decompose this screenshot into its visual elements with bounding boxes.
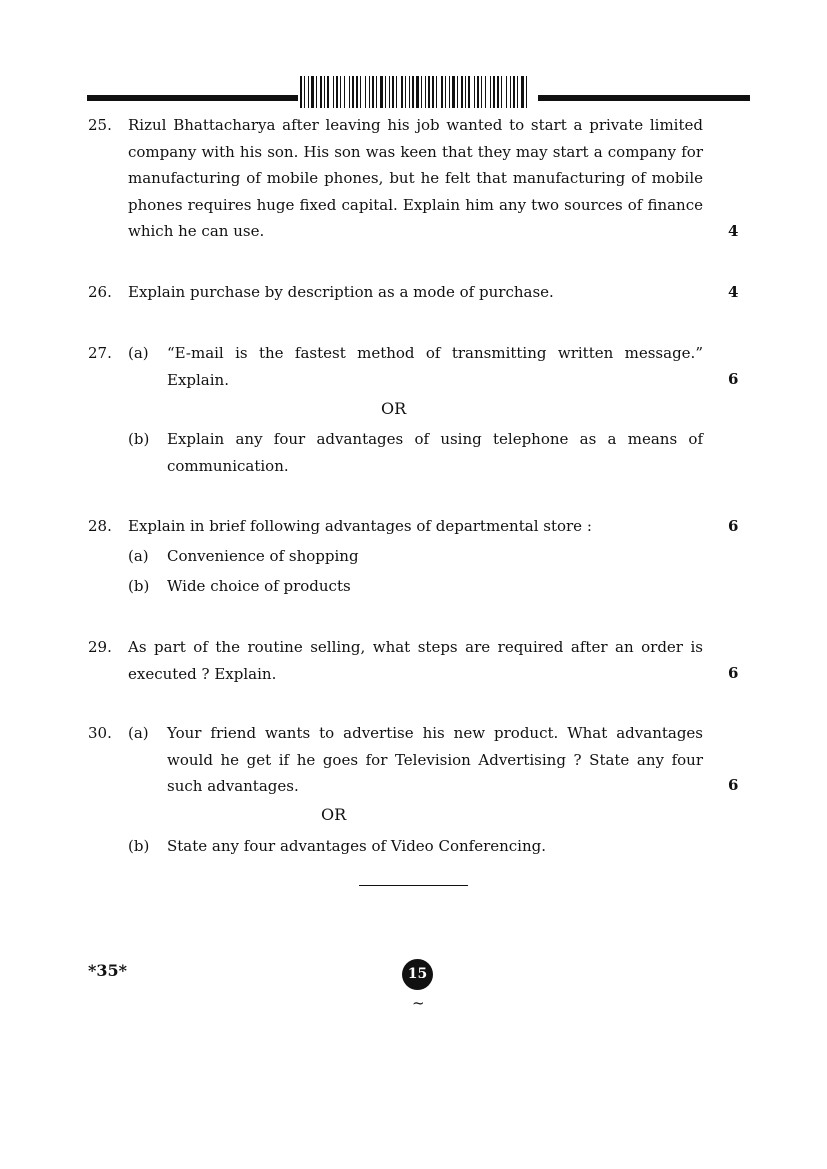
question-number: 25.: [88, 116, 112, 134]
tilde-mark: ~: [412, 994, 425, 1012]
marks: 6: [728, 776, 739, 794]
question-number: 28.: [88, 517, 112, 535]
or-divider: OR: [381, 399, 407, 418]
header-bar-left: [87, 95, 298, 101]
question-number: 30.: [88, 724, 112, 742]
paper-code: *35*: [88, 961, 127, 980]
marks: 6: [728, 517, 739, 535]
question-text: Rizul Bhattacharya after leaving his job wanted to start a private limited company with his son. His son was keen that they may start a company for manufacturing of mobile phones, but he felt that manufacturing of mobile phones requires huge fixed capital. Explain him any two sources of finance which he can use.: [128, 116, 703, 240]
question-text: As part of the routine selling, what steps are required after an order is executed ? Explain.: [128, 638, 703, 683]
or-divider: OR: [321, 805, 347, 824]
marks: 4: [728, 222, 739, 240]
subpart-label-b: (b): [128, 430, 150, 448]
subpart-label-b: (b): [128, 577, 150, 595]
page-number-badge: 15: [402, 959, 433, 990]
subpart-text-a: “E-mail is the fastest method of transmitting written message.” Explain.: [167, 344, 703, 389]
subpart-text-a: Your friend wants to advertise his new product. What advantages would he get if he goes for Television Advertising ? State any four such advantages.: [167, 724, 703, 795]
barcode-icon: [300, 76, 527, 108]
question-number: 27.: [88, 344, 112, 362]
subpart-label-a: (a): [128, 344, 149, 362]
subpart-text-a: Convenience of shopping: [167, 547, 359, 565]
subpart-label-b: (b): [128, 837, 150, 855]
end-of-questions-rule: [359, 885, 468, 886]
question-number: 29.: [88, 638, 112, 656]
header-bar-right: [538, 95, 750, 101]
subpart-text-b: State any four advantages of Video Conferencing.: [167, 837, 547, 855]
subpart-text-b: Wide choice of products: [167, 577, 351, 595]
subpart-label-a: (a): [128, 547, 149, 565]
question-text: Explain in brief following advantages of departmental store :: [128, 517, 592, 535]
marks: 6: [728, 370, 739, 388]
marks: 6: [728, 664, 739, 682]
question-text: Explain purchase by description as a mode of purchase.: [128, 283, 554, 301]
subpart-text-b: Explain any four advantages of using telephone as a means of communication.: [167, 430, 703, 475]
question-number: 26.: [88, 283, 112, 301]
marks: 4: [728, 283, 739, 301]
subpart-label-a: (a): [128, 724, 149, 742]
